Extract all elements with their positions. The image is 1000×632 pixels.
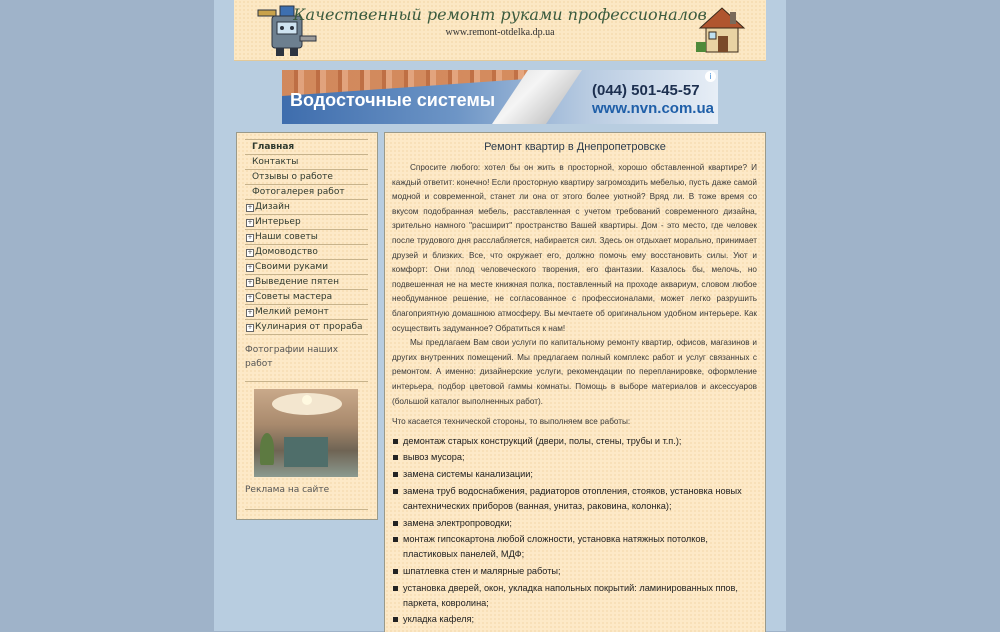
nav-item-label: Советы мастера [255, 292, 333, 302]
plus-icon[interactable]: + [247, 264, 253, 271]
nav-item-home[interactable]: Главная [245, 139, 368, 154]
plus-icon[interactable]: + [247, 234, 253, 241]
nav-item-label: Наши советы [255, 232, 318, 242]
list-item: замена электропроводки; [392, 516, 757, 531]
list-item: укладка кафеля; [392, 612, 757, 627]
nav-item-interior[interactable] [245, 214, 368, 229]
divider [245, 381, 368, 382]
nav-item-label: Домоводство [255, 247, 318, 257]
ads-link[interactable]: Реклама на сайте [245, 485, 330, 495]
list-item: шпатлевка стен и малярные работы; [392, 564, 757, 579]
services-list [392, 434, 757, 628]
divider [245, 509, 368, 510]
list-item: установка дверей, окон, укладка напольных покрытий: ламинированных ппов, паркета, ковролина; [392, 581, 757, 611]
nav-item-label: Интерьер [255, 217, 301, 227]
plus-icon[interactable]: + [247, 294, 253, 301]
site-header [234, 0, 766, 61]
page-title: Ремонт квартир в Днепропетровске [484, 141, 666, 153]
house-character-logo [694, 2, 750, 58]
ad-title: Водосточные системы [290, 90, 496, 110]
list-item: замена труб водоснабжения, радиаторов отопления, стояков, установка новых сантехнических приборов (ванная, унитаз, раковина, колонка); [392, 484, 757, 514]
ad-phone: (044) 501-45-57 [592, 82, 700, 99]
sidebar [236, 132, 378, 520]
nav-item-housekeeping[interactable] [245, 244, 368, 259]
nav-item-label: Дизайн [255, 202, 290, 212]
nav-item-cooking[interactable] [245, 319, 368, 335]
nav-item-label: Кулинария от прораба [255, 322, 363, 332]
plus-icon[interactable]: + [247, 219, 253, 226]
nav-item-small-repair[interactable] [245, 304, 368, 319]
photo-plant [260, 433, 274, 465]
nav-item-tips[interactable] [245, 229, 368, 244]
paragraph: Мы предлагаем Вам свои услуги по капитальному ремонту квартир, офисов, магазинов и других внутренних помещений. Мы предлагаем полный комплекс работ и услуг связанных с ремонтом. А именно: дизайнерские услуги, рекомендации по перепланировке, оформление интерьера, подбор цветовой гаммы комнаты. Помощь в выборе материалов и аксессуаров (большой каталог выполненных работ). [392, 338, 757, 406]
main-content [384, 132, 766, 632]
header-title: Качественный ремонт руками профессионалов [293, 5, 707, 24]
ad-site-link[interactable]: www.nvn.com.ua [592, 100, 714, 117]
plus-icon[interactable]: + [247, 204, 253, 211]
article-body [392, 161, 757, 629]
nav-item-contacts[interactable]: Контакты [245, 154, 368, 169]
nav-item-reviews[interactable]: Отзывы о работе [245, 169, 368, 184]
plus-icon[interactable]: + [247, 249, 253, 256]
ad-info-icon[interactable]: i [705, 71, 716, 82]
photo-lamp [302, 395, 312, 405]
list-item: демонтаж старых конструкций (двери, полы, стены, трубы и т.п.); [392, 434, 757, 449]
paragraph: Что касается технической стороны, то выполняем все работы: [392, 417, 631, 427]
nav-item-design[interactable] [245, 199, 368, 214]
nav-item-master-tips[interactable] [245, 289, 368, 304]
nav-item-label: Мелкий ремонт [255, 307, 329, 317]
paragraph: Спросите любого: хотел бы он жить в просторной, хорошо обставленной квартире? И каждый ответит: конечно! Если просторную квартиру загромоздить мебелью, пусть даже самой модной и современной, станет ли она от этого более уютной? Вряд ли. В тоже время со вкусом подобранная мебель, расставленная с учетом требований современного дизайна, зрительно намного "расширит" пространство Вашей квартиры. Дом - это место, где человек после трудового дня расслабляется, набирается сил. Здесь он отдыхает морально, принимает друзей и близких. Все, что окружает его, должно помочь ему восстановить силы. Уют и комфорт: Они плод человеческого творения, его фантазии. Казалось бы, мелочь, но подвешенная не на месте книжная полка, поставленный на проходе аквариум, словом любое необдуманное решение, не согласованное с профессионалами, может легко разрушить благоприятную домашнюю атмосферу. Вы мечтаете об оригинальном удобном интерьере. Как осуществить задуманное? Обратиться к нам! [392, 163, 757, 333]
plus-icon[interactable]: + [247, 324, 253, 331]
photo-cabinet [284, 437, 328, 467]
list-item: замена системы канализации; [392, 467, 757, 482]
nav-item-diy[interactable] [245, 259, 368, 274]
sidebar-nav [245, 139, 368, 335]
list-item: монтаж гипсокартона любой сложности, установка натяжных потолков, пластиковых панелей, МДФ; [392, 532, 757, 562]
work-photo[interactable] [254, 389, 358, 477]
nav-item-label: Выведение пятен [255, 277, 339, 287]
ad-banner[interactable] [282, 70, 718, 124]
header-url: www.remont-otdelka.dp.ua [445, 27, 555, 38]
nav-item-label: Своими руками [255, 262, 329, 272]
plus-icon[interactable]: + [247, 279, 253, 286]
list-item: вывоз мусора; [392, 450, 757, 465]
nav-item-stains[interactable] [245, 274, 368, 289]
photos-title[interactable]: Фотографии наших работ [245, 345, 339, 369]
plus-icon[interactable]: + [247, 309, 253, 316]
nav-item-gallery[interactable]: Фотогалерея работ [245, 184, 368, 199]
